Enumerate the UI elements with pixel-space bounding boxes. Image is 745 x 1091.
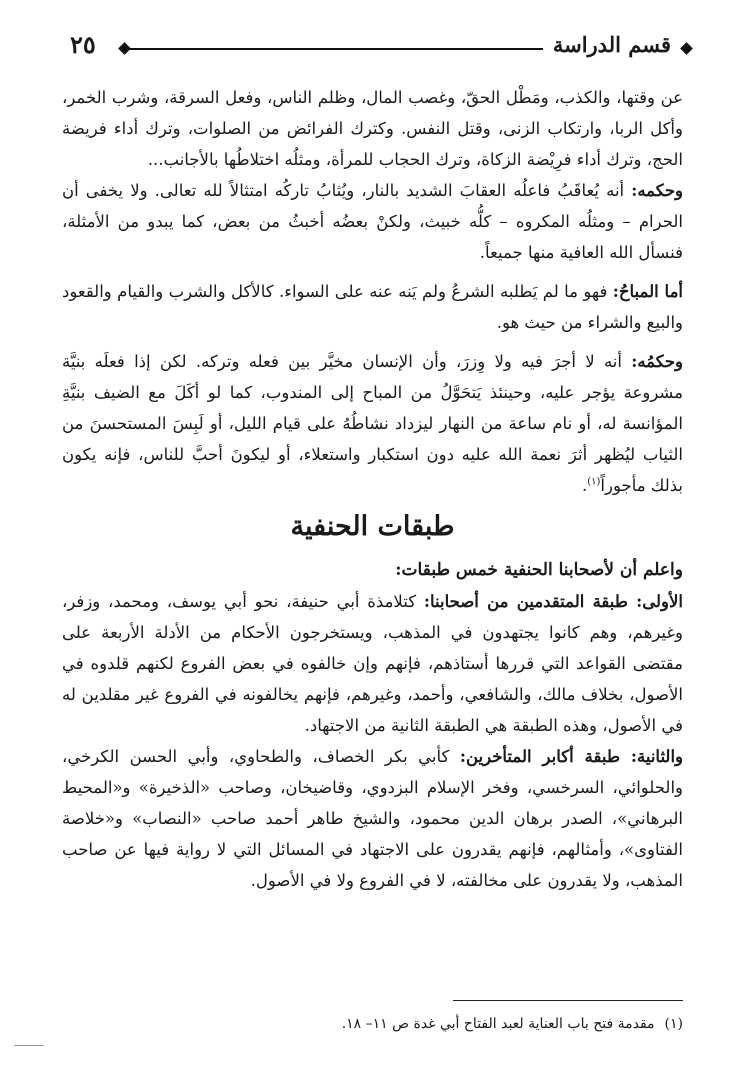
footnote xyxy=(62,1012,683,1036)
term-first-tier: الأولى: طبقة المتقدمين من أصحابنا: xyxy=(423,592,683,611)
footnote-text: مقدمة فتح باب العناية لعبد الفتاح أبي غدة ص ١١– ١٨. xyxy=(341,1016,655,1032)
first-tier-text: كتلامذة أبي حنيفة، نحو أبي يوسف، ومحمد، وزفر، وغيرهم، وهم كانوا يجتهدون في المذهب، ويستخرجون الأحكام من الأدلة الأربعة على مقتضى القواعد التي قررها أستاذهم، فإنهم وإن خالفوه في بعض الفروع لكنهم قلدوه في الأصول، بخلاف مالك، والشافعي، وأحمد، وغيرهم، فإنهم يخالفونه في الفروع غير مقلدين له في الأصول، وهذه الطبقة هي الطبقة الثانية من الاجتهاد. xyxy=(62,592,683,735)
footnote-separator xyxy=(453,1000,683,1001)
mubah-text: فهو ما لم يَطلبه الشرعُ ولم يَنه عنه على السواء. كالأكل والشرب والقيام والقعود والبيع والشراء من حيث هو. xyxy=(62,282,683,332)
paragraph-haram-ruling xyxy=(62,175,683,268)
paragraph-haram-examples: عن وقتها، والكذب، ومَطْل الحقّ، وغصب المال، وظلم الناس، وفعل السرقة، وشرب الخمر، وأكل الربا، وارتكاب الزنى، وقتل النفس. وكترك الفرائض من الصلوات، وترك أداء فريضة الحج، وترك أداء فرِيْضة الزكاة، وترك الحجاب للمرأة، ومثلُه اختلاطُها بالأجانب... xyxy=(62,88,683,169)
term-second-tier: والثانية: طبقة أكابر المتأخرين: xyxy=(459,747,684,766)
term-ruling: وحكمه: xyxy=(631,181,683,200)
paragraph-mubah-definition xyxy=(62,276,683,338)
chapter-title: طبقات الحنفية xyxy=(290,511,455,542)
header-rule xyxy=(128,48,543,50)
second-tier-text: كأبي بكر الخصاف، والطحاوي، وأبي الحسن الكرخي، والحلوائي، السرخسي، وفخر الإسلام البزدوي، وقاضيخان، وصاحب «الذخيرة» و«المحيط البرهاني»، الصدر برهان الدين محمود، والشيخ طاهر أحمد صاحب «النصاب» و«خلاصة الفتاوى»، وأمثالهم، فإنهم يقدرون على الاجتهاد في المسائل التي لا رواية فيها عن صاحب المذهب، ولا يقدرون على مخالفته، لا في الفروع ولا في الأصول. xyxy=(62,747,683,890)
header-diamond-right xyxy=(680,42,693,55)
ruling-text: أنه يُعاقَبُ فاعلُه العقابَ الشديد بالنار، ويُثابُ تاركُه امتثالاً لله تعالى. ولا يخفى أن الحرام – ومثلُه المكروه – كلُّه خبيث، ولكنْ بعضُه أخبثُ من بعض، كما يبدو من الأمثلة، فنسأل الله العافية منها جميعاً. xyxy=(62,181,683,262)
term-mubah: أما المباحُ: xyxy=(612,282,683,301)
page-number: ٢٥ xyxy=(70,30,96,59)
page-body xyxy=(62,82,683,896)
mubah-ruling-text: أنه لا أجرَ فيه ولا وِزرَ، وأن الإنسان مخيَّر بين فعله وتركه. لكن إذا فعلَه بنيَّة مشروعة يؤجر عليه، وحينئذ يَتحَوَّلُ من المباح إلى المندوب، كما لو أكَلَ مع الضيف بنيَّةِ المؤانسة له، أو نام ساعة من النهار ليزداد نشاطُهُ على قيام الليل، أو لَبِسَ المستحسنَ من الثياب ليُظهر أثرَ نعمة الله عليه دون استكبار واستعلاء، أو ليكونَ أحبَّ للناس، فإنه يكون بذلك مأجوراً xyxy=(62,352,683,495)
header-diamond-left xyxy=(118,42,131,55)
term-mubah-ruling: وحكمُه: xyxy=(631,352,683,371)
paragraph-mubah-ruling xyxy=(62,346,683,501)
footnote-ref[interactable]: (١) xyxy=(587,476,601,488)
mubah-ruling-end: . xyxy=(581,476,588,495)
paragraph-first-tier xyxy=(62,586,683,741)
paragraph-second-tier xyxy=(62,741,683,896)
section-title: قسم الدراسة xyxy=(552,32,671,57)
bottom-mark xyxy=(14,1045,44,1046)
chapter-intro: واعلم أن لأصحابنا الحنفية خمس طبقات: xyxy=(395,560,683,580)
footnote-number: (١) xyxy=(664,1016,683,1032)
running-header xyxy=(70,30,693,64)
